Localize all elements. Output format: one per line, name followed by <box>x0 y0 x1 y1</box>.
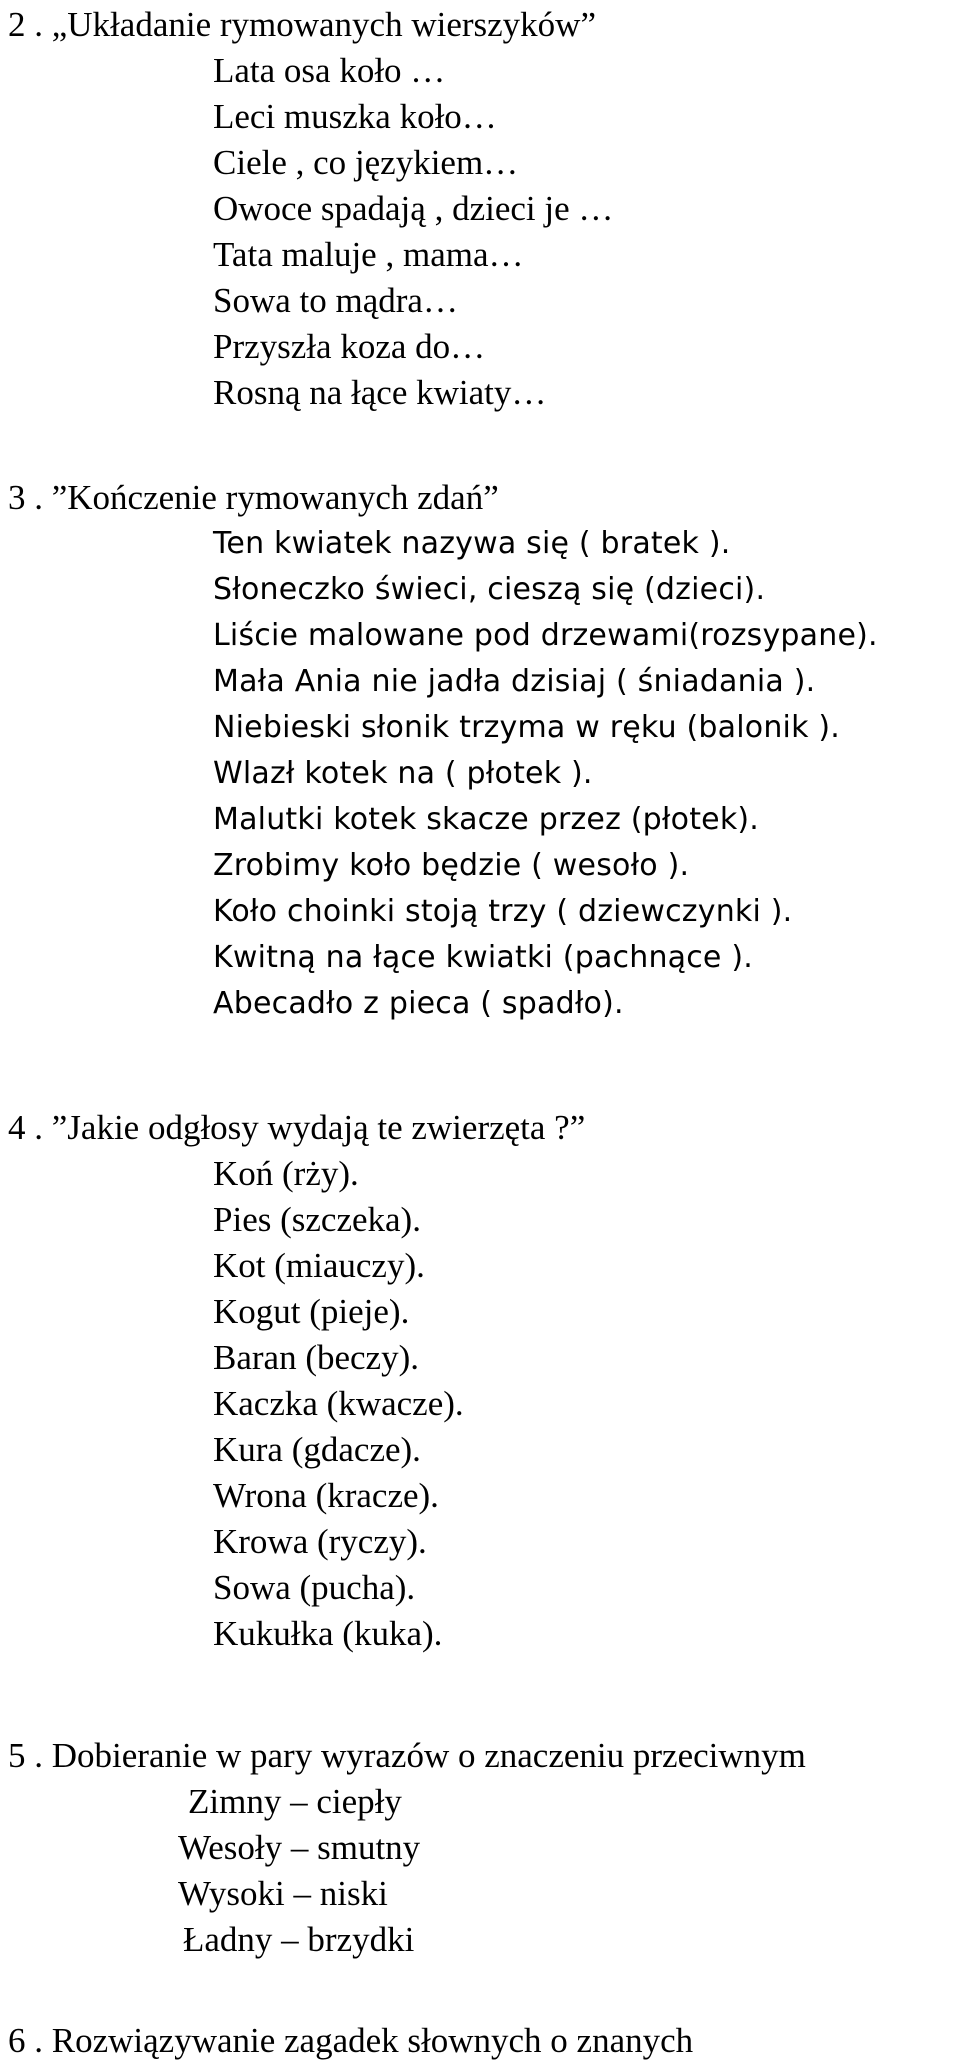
sentence-line: Wlazł kotek na ( płotek ). <box>213 756 593 791</box>
sentence-line: Ten kwiatek nazywa się ( bratek ). <box>213 526 731 561</box>
animal-sound-line: Kukułka (kuka). <box>213 1614 443 1653</box>
verse-line: Przyszła koza do… <box>213 327 486 366</box>
animal-sound-line: Krowa (ryczy). <box>213 1522 427 1561</box>
animal-sound-line: Kot (miauczy). <box>213 1246 425 1285</box>
verse-line: Ciele , co językiem… <box>213 143 519 182</box>
sentence-line: Kwitną na łące kwiatki (pachnące ). <box>213 940 753 975</box>
antonym-pair-line: Wysoki – niski <box>178 1874 388 1913</box>
section-4-heading: 4 . ”Jakie odgłosy wydają te zwierzęta ?” <box>8 1108 586 1147</box>
sentence-line: Abecadło z pieca ( spadło). <box>213 986 624 1021</box>
sentence-line: Koło choinki stoją trzy ( dziewczynki ). <box>213 894 793 929</box>
section-4-animal-sounds <box>8 1105 585 1657</box>
section-3-sentence-completion <box>8 475 878 1027</box>
section-6-word-riddles <box>8 2018 693 2064</box>
sentence-line: Słoneczko świeci, cieszą się (dzieci). <box>213 572 766 607</box>
sentence-line: Zrobimy koło będzie ( wesoło ). <box>213 848 690 883</box>
sentence-line: Malutki kotek skacze przez (płotek). <box>213 802 760 837</box>
sentence-line: Niebieski słonik trzyma w ręku (balonik ). <box>213 710 841 745</box>
verse-line: Leci muszka koło… <box>213 97 497 136</box>
animal-sound-line: Kogut (pieje). <box>213 1292 410 1331</box>
section-2-rhyming-verses <box>8 2 613 416</box>
sentence-line: Mała Ania nie jadła dzisiaj ( śniadania ). <box>213 664 816 699</box>
animal-sound-line: Wrona (kracze). <box>213 1476 439 1515</box>
verse-line: Rosną na łące kwiaty… <box>213 373 547 412</box>
section-3-heading: 3 . ”Kończenie rymowanych zdań” <box>8 478 499 517</box>
animal-sound-line: Kaczka (kwacze). <box>213 1384 464 1423</box>
verse-line: Owoce spadają , dzieci je … <box>213 189 614 228</box>
verse-line: Lata osa koło … <box>213 51 446 90</box>
antonym-pair-line: Wesoły – smutny <box>178 1828 421 1867</box>
animal-sound-line: Baran (beczy). <box>213 1338 419 1377</box>
verse-line: Sowa to mądra… <box>213 281 458 320</box>
animal-sound-line: Koń (rży). <box>213 1154 359 1193</box>
verse-line: Tata maluje , mama… <box>213 235 524 274</box>
section-6-heading: 6 . Rozwiązywanie zagadek słownych o znanych <box>8 2021 694 2060</box>
antonym-pair-line: Zimny – ciepły <box>188 1782 402 1821</box>
section-5-antonym-pairs <box>8 1733 806 1963</box>
animal-sound-line: Sowa (pucha). <box>213 1568 416 1607</box>
animal-sound-line: Kura (gdacze). <box>213 1430 421 1469</box>
section-5-heading: 5 . Dobieranie w pary wyrazów o znaczeniu przeciwnym <box>8 1736 806 1775</box>
sentence-line: Liście malowane pod drzewami(rozsypane). <box>213 618 878 653</box>
section-2-heading: 2 . „Układanie rymowanych wierszyków” <box>8 5 596 44</box>
antonym-pair-line: Ładny – brzydki <box>183 1920 415 1959</box>
animal-sound-line: Pies (szczeka). <box>213 1200 421 1239</box>
